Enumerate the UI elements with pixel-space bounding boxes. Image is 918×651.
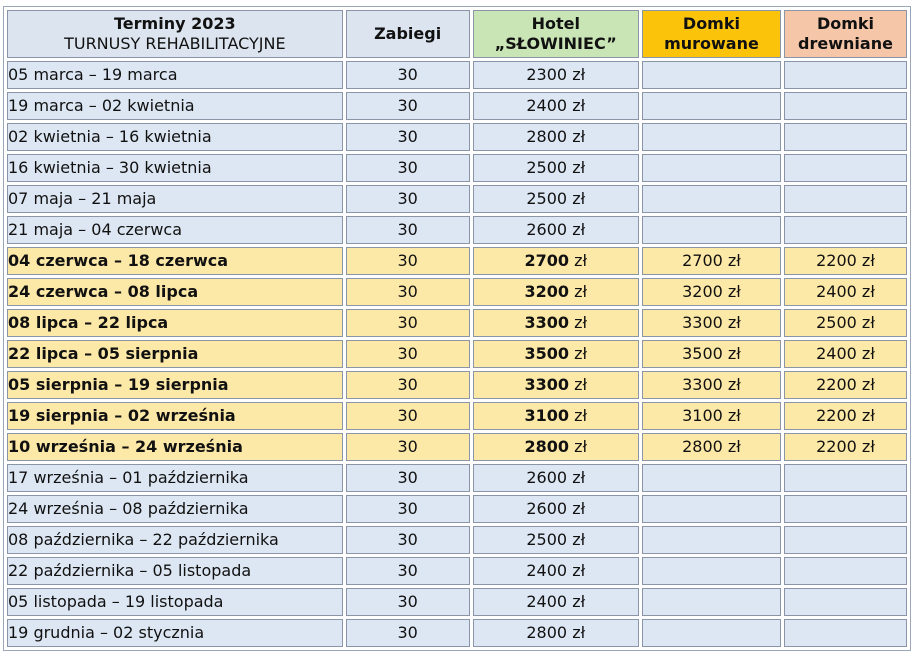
cell-domki-drewniane-price [784,92,907,120]
currency-label: zł [572,158,586,177]
cell-dates: 16 kwietnia – 30 kwietnia [7,154,343,182]
hotel-price-value: 2600 [526,468,568,487]
cell-domki-murowane-price: 3300 zł [642,309,781,337]
cell-domki-drewniane-price [784,61,907,89]
header-drewniane-line1: Domki [816,14,875,33]
cell-domki-murowane-price [642,588,781,616]
cell-domki-murowane-price [642,185,781,213]
currency-label: zł [574,344,588,363]
header-row [7,10,907,58]
cell-hotel-price [473,340,639,368]
table-row [7,154,907,182]
cell-dates: 19 marca – 02 kwietnia [7,92,343,120]
cell-domki-murowane-price: 2800 zł [642,433,781,461]
hotel-price-value: 3300 [524,375,569,394]
cell-domki-drewniane-price [784,154,907,182]
cell-domki-murowane-price [642,92,781,120]
cell-hotel-price [473,61,639,89]
cell-domki-murowane-price [642,154,781,182]
cell-domki-murowane-price [642,557,781,585]
cell-dates: 21 maja – 04 czerwca [7,216,343,244]
header-domki-drewniane [784,10,907,58]
hotel-price-value: 2500 [526,158,568,177]
cell-dates: 05 listopada – 19 listopada [7,588,343,616]
hotel-price-value: 2800 [526,623,568,642]
cell-dates: 08 lipca – 22 lipca [7,309,343,337]
header-dates-title: Terminy 2023 [114,14,236,33]
table-row [7,433,907,461]
table-row [7,278,907,306]
cell-domki-murowane-price: 3100 zł [642,402,781,430]
cell-zabiegi: 30 [346,216,470,244]
table-row [7,557,907,585]
cell-domki-drewniane-price: 2500 zł [784,309,907,337]
cell-hotel-price [473,526,639,554]
cell-zabiegi: 30 [346,247,470,275]
cell-dates: 19 sierpnia – 02 września [7,402,343,430]
table-row [7,619,907,647]
table-row [7,123,907,151]
cell-hotel-price [473,588,639,616]
cell-dates: 24 czerwca – 08 lipca [7,278,343,306]
cell-domki-drewniane-price: 2200 zł [784,402,907,430]
hotel-price-value: 3200 [524,282,569,301]
cell-hotel-price [473,278,639,306]
currency-label: zł [572,189,586,208]
table-body [7,61,907,647]
hotel-price-value: 2400 [526,561,568,580]
hotel-price-value: 2800 [524,437,569,456]
header-dates-subtitle: TURNUSY REHABILITACYJNE [64,34,286,53]
cell-domki-drewniane-price [784,123,907,151]
cell-domki-drewniane-price [784,557,907,585]
cell-zabiegi: 30 [346,619,470,647]
currency-label: zł [572,220,586,239]
header-drewniane-line2: drewniane [798,34,893,53]
cell-domki-drewniane-price: 2200 zł [784,433,907,461]
cell-domki-drewniane-price [784,185,907,213]
header-murowane-line1: Domki [682,14,740,33]
hotel-price-value: 3500 [524,344,569,363]
cell-domki-murowane-price: 2700 zł [642,247,781,275]
cell-dates: 02 kwietnia – 16 kwietnia [7,123,343,151]
cell-hotel-price [473,371,639,399]
cell-hotel-price [473,557,639,585]
currency-label: zł [572,623,586,642]
table-row [7,185,907,213]
table-row [7,216,907,244]
cell-dates: 19 grudnia – 02 stycznia [7,619,343,647]
currency-label: zł [574,282,588,301]
table-row [7,588,907,616]
cell-dates: 04 czerwca – 18 czerwca [7,247,343,275]
hotel-price-value: 2300 [526,65,568,84]
cell-dates: 22 lipca – 05 sierpnia [7,340,343,368]
cell-zabiegi: 30 [346,154,470,182]
cell-hotel-price [473,402,639,430]
cell-zabiegi: 30 [346,123,470,151]
cell-hotel-price [473,495,639,523]
price-table [3,6,911,651]
cell-zabiegi: 30 [346,185,470,213]
currency-label: zł [572,592,586,611]
cell-hotel-price [473,619,639,647]
hotel-price-value: 2500 [526,189,568,208]
cell-zabiegi: 30 [346,495,470,523]
cell-domki-murowane-price [642,61,781,89]
cell-dates: 17 września – 01 października [7,464,343,492]
header-hotel-line1: Hotel [531,14,580,33]
cell-domki-drewniane-price [784,619,907,647]
hotel-price-value: 3100 [524,406,569,425]
hotel-price-value: 2400 [526,96,568,115]
cell-domki-drewniane-price: 2200 zł [784,247,907,275]
cell-hotel-price [473,185,639,213]
table-row [7,309,907,337]
table-row [7,61,907,89]
currency-label: zł [572,499,586,518]
header-zabiegi: Zabiegi [346,10,470,58]
cell-hotel-price [473,154,639,182]
cell-zabiegi: 30 [346,309,470,337]
currency-label: zł [572,468,586,487]
currency-label: zł [574,437,588,456]
cell-domki-drewniane-price: 2200 zł [784,371,907,399]
currency-label: zł [572,65,586,84]
header-dates [7,10,343,58]
cell-domki-drewniane-price: 2400 zł [784,278,907,306]
table-row [7,495,907,523]
hotel-price-value: 2700 [524,251,569,270]
hotel-price-value: 2600 [526,499,568,518]
cell-zabiegi: 30 [346,61,470,89]
cell-domki-drewniane-price [784,464,907,492]
currency-label: zł [572,96,586,115]
cell-domki-murowane-price [642,495,781,523]
cell-dates: 07 maja – 21 maja [7,185,343,213]
cell-dates: 24 września – 08 października [7,495,343,523]
cell-dates: 10 września – 24 września [7,433,343,461]
currency-label: zł [574,251,588,270]
table-row [7,247,907,275]
cell-hotel-price [473,123,639,151]
cell-hotel-price [473,309,639,337]
cell-hotel-price [473,92,639,120]
header-murowane-line2: murowane [664,34,759,53]
cell-hotel-price [473,247,639,275]
cell-domki-murowane-price [642,464,781,492]
cell-domki-murowane-price: 3300 zł [642,371,781,399]
cell-hotel-price [473,433,639,461]
currency-label: zł [572,530,586,549]
cell-zabiegi: 30 [346,588,470,616]
cell-domki-drewniane-price [784,588,907,616]
cell-domki-drewniane-price [784,495,907,523]
table-row [7,371,907,399]
header-hotel [473,10,639,58]
hotel-price-value: 3300 [524,313,569,332]
cell-zabiegi: 30 [346,340,470,368]
currency-label: zł [574,406,588,425]
header-hotel-line2: „SŁOWINIEC” [494,34,617,53]
table-row [7,402,907,430]
cell-zabiegi: 30 [346,278,470,306]
cell-dates: 22 października – 05 listopada [7,557,343,585]
cell-domki-drewniane-price [784,526,907,554]
cell-domki-murowane-price [642,619,781,647]
cell-domki-drewniane-price [784,216,907,244]
cell-hotel-price [473,464,639,492]
cell-domki-murowane-price: 3200 zł [642,278,781,306]
cell-domki-murowane-price: 3500 zł [642,340,781,368]
cell-zabiegi: 30 [346,433,470,461]
table-row [7,526,907,554]
hotel-price-value: 2400 [526,592,568,611]
currency-label: zł [574,375,588,394]
cell-zabiegi: 30 [346,92,470,120]
cell-zabiegi: 30 [346,526,470,554]
header-domki-murowane [642,10,781,58]
currency-label: zł [574,313,588,332]
cell-zabiegi: 30 [346,371,470,399]
cell-domki-drewniane-price: 2400 zł [784,340,907,368]
cell-domki-murowane-price [642,123,781,151]
table-row [7,464,907,492]
cell-domki-murowane-price [642,526,781,554]
cell-zabiegi: 30 [346,402,470,430]
table-row [7,340,907,368]
cell-zabiegi: 30 [346,464,470,492]
currency-label: zł [572,561,586,580]
cell-domki-murowane-price [642,216,781,244]
cell-dates: 05 sierpnia – 19 sierpnia [7,371,343,399]
hotel-price-value: 2500 [526,530,568,549]
cell-dates: 08 października – 22 października [7,526,343,554]
currency-label: zł [572,127,586,146]
cell-hotel-price [473,216,639,244]
hotel-price-value: 2800 [526,127,568,146]
cell-zabiegi: 30 [346,557,470,585]
table-row [7,92,907,120]
hotel-price-value: 2600 [526,220,568,239]
cell-dates: 05 marca – 19 marca [7,61,343,89]
